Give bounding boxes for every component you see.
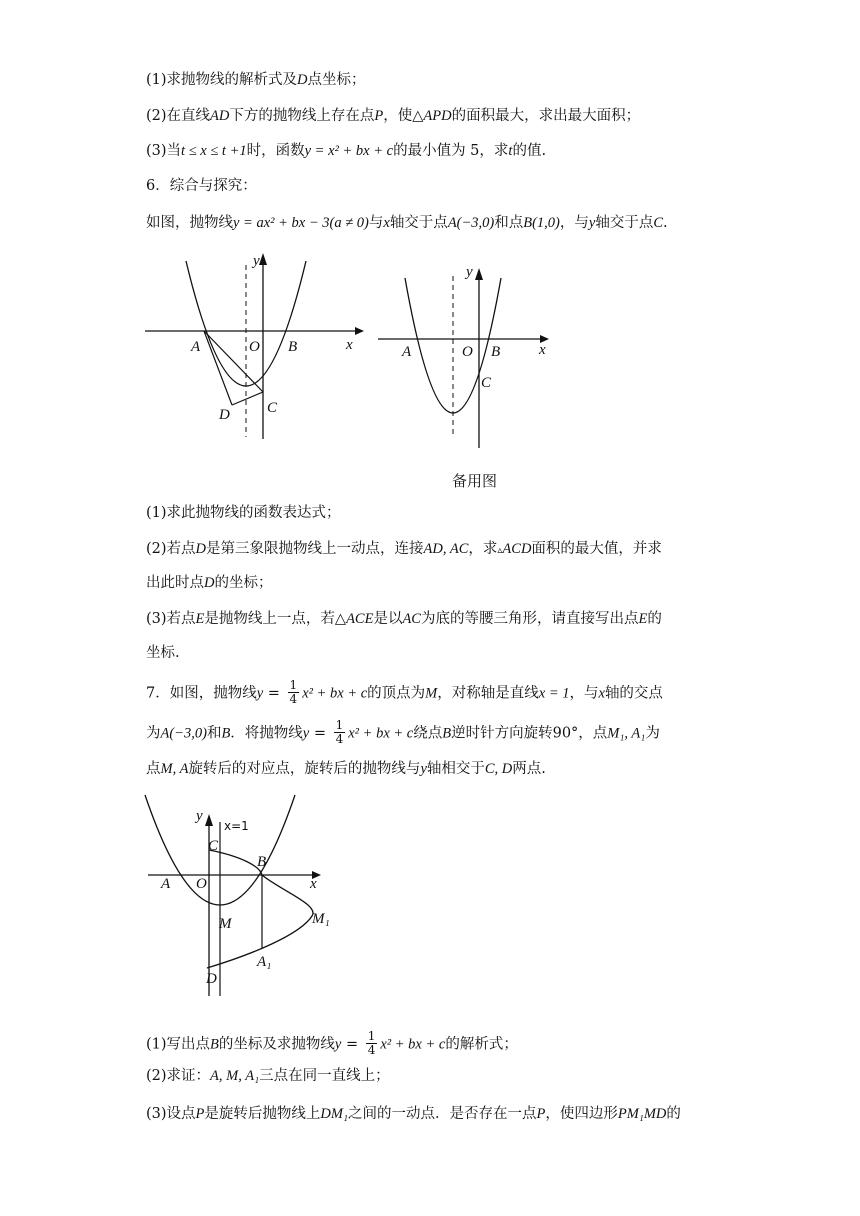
text: 之间的一动点．是否存在一点 bbox=[348, 1106, 537, 1122]
text: 和点 bbox=[494, 215, 524, 231]
point-label: P bbox=[374, 108, 384, 124]
fig1-A-label: A bbox=[191, 339, 201, 355]
function-expr: y = ax² + bx − 3(a ≠ 0) bbox=[233, 215, 369, 231]
text: ，与 bbox=[569, 685, 599, 702]
point-B: B bbox=[221, 725, 231, 742]
text: . bbox=[663, 215, 668, 231]
segment-labels: AD, AC bbox=[423, 541, 469, 557]
q6-part3 bbox=[146, 609, 662, 629]
text: 是以 bbox=[373, 611, 403, 627]
text: 为底的等腰三角形，请直接写出点 bbox=[420, 611, 639, 627]
text: 和 bbox=[206, 725, 222, 742]
fig3-M1-label: M₁ bbox=[312, 911, 330, 927]
var-label: y bbox=[420, 761, 427, 777]
point-B: B bbox=[210, 1036, 219, 1053]
triangle-label: ACD bbox=[502, 541, 532, 557]
point-C: C bbox=[653, 215, 663, 231]
fig3-A1-label: A₁ bbox=[257, 954, 272, 970]
text: 轴交于点 bbox=[595, 215, 654, 231]
text: 轴的交点 bbox=[604, 685, 663, 702]
angle: 90° bbox=[552, 725, 579, 742]
fig3-O-label: O bbox=[196, 876, 207, 892]
fig1-y-label: y bbox=[253, 253, 260, 269]
point-label: P bbox=[536, 1106, 546, 1122]
q6-number: 6．综合与探究： bbox=[146, 178, 257, 194]
q5-part2 bbox=[146, 106, 640, 126]
text: (1)求抛物线的解析式及 bbox=[146, 72, 298, 88]
fraction-den: 4 bbox=[289, 692, 298, 706]
text: 轴相交于 bbox=[426, 761, 485, 777]
text: 7．如图，抛物线 bbox=[146, 685, 257, 702]
text: (2)求证： bbox=[146, 1068, 211, 1084]
text: 两点. bbox=[512, 761, 546, 777]
text: 如图，抛物线 bbox=[146, 215, 233, 231]
fraction bbox=[366, 1030, 378, 1057]
fig3-y-label: y bbox=[196, 808, 203, 824]
expr-tail: x² + bx + c bbox=[348, 725, 414, 742]
point-A: A(−3,0) bbox=[160, 725, 207, 742]
var-y: y bbox=[256, 685, 264, 702]
fig1-x-label: x bbox=[346, 337, 353, 353]
text: (3)设点 bbox=[146, 1106, 196, 1122]
fig1-C-label: C bbox=[267, 400, 278, 416]
fig3-axis-label: x=1 bbox=[224, 819, 249, 833]
q5-part3 bbox=[146, 141, 546, 161]
text: (3)当 bbox=[146, 143, 182, 159]
fraction bbox=[334, 719, 346, 746]
point-label: D bbox=[195, 541, 207, 557]
fig3-x-label: x bbox=[310, 876, 317, 892]
text: 绕点 bbox=[413, 725, 443, 742]
text: 是旋转后抛物线上 bbox=[204, 1106, 321, 1122]
q7-part3 bbox=[146, 1104, 681, 1124]
expr-tail: x² + bx + c bbox=[380, 1036, 446, 1053]
fraction-num: 1 bbox=[289, 678, 298, 692]
q7-part1: (1)写出点B的坐标及求抛物线y = $\frac{1}{4}$ x² + bx + c的解析式； bbox=[146, 1029, 518, 1057]
text: 的坐标； bbox=[214, 575, 273, 591]
fig2-x-label: x bbox=[539, 342, 546, 358]
q7-stem-line2: 为A(−3,0)和B．将抛物线y = $\frac{1}{4}$ x² + bx + c绕点B逆时针方向旋转90°，点M₁, A₁为 bbox=[146, 718, 660, 746]
var-label: x bbox=[598, 685, 605, 702]
arc-label: DM₁ bbox=[320, 1106, 348, 1122]
fig3-M-label: M bbox=[219, 916, 232, 932]
segment-label: AC bbox=[402, 611, 421, 627]
fig1-O-label: O bbox=[249, 339, 260, 355]
fig2-A-label: A bbox=[402, 344, 412, 360]
text: ．将抛物线 bbox=[230, 725, 303, 742]
point-label: M bbox=[425, 685, 438, 702]
point-label: E bbox=[195, 611, 205, 627]
text: 下方的抛物线上存在点 bbox=[229, 108, 375, 124]
text: 的坐标及求抛物线 bbox=[218, 1036, 335, 1053]
fig1-B-label: B bbox=[288, 339, 298, 355]
text: 的值. bbox=[512, 143, 547, 159]
text: 的解析式； bbox=[445, 1036, 518, 1053]
text: 逆时针方向旋转 bbox=[451, 725, 553, 742]
point-labels: C, D bbox=[484, 761, 513, 777]
fig2-C-label: C bbox=[481, 375, 492, 391]
text: 是抛物线上一点，若△ bbox=[204, 611, 347, 627]
text: ，使四边形 bbox=[545, 1106, 618, 1122]
text: ，点 bbox=[578, 725, 608, 742]
q7-stem-line1: 7．如图，抛物线y = $\frac{1}{4}$ x² + bx + c的顶点为M，对称轴是直线x = 1，与x轴的交点 bbox=[146, 678, 663, 706]
var-label: y bbox=[588, 215, 596, 231]
inequality: t ≤ x ≤ t +1 bbox=[181, 143, 247, 159]
text: 面积的最大值，并求 bbox=[531, 541, 662, 557]
text: ，求 bbox=[468, 541, 498, 557]
point-labels: M, A bbox=[160, 761, 189, 777]
var-label: x bbox=[383, 215, 390, 231]
text: 的最小值为 5，求 bbox=[393, 143, 509, 159]
q5-part1 bbox=[146, 70, 366, 90]
axis-expr: x = 1 bbox=[538, 685, 570, 702]
expr-tail: x² + bx + c bbox=[302, 685, 368, 702]
fig2-y-label: y bbox=[466, 264, 473, 280]
fig2-B-label: B bbox=[491, 344, 501, 360]
text: 为 bbox=[645, 725, 660, 742]
point-label: D bbox=[297, 72, 308, 88]
text: (2)若点 bbox=[146, 541, 196, 557]
fig3-D-label: D bbox=[206, 971, 217, 987]
triangle-label: APD bbox=[423, 108, 452, 124]
text: 点坐标； bbox=[307, 72, 366, 88]
q6-part1: (1)求此抛物线的函数表达式； bbox=[146, 505, 341, 521]
text: 时，函数 bbox=[246, 143, 305, 159]
text: 的 bbox=[647, 611, 662, 627]
text: (1)写出点 bbox=[146, 1036, 211, 1053]
fraction-num: 1 bbox=[367, 1029, 376, 1043]
text: (2)在直线 bbox=[146, 108, 211, 124]
fig3-A-label: A bbox=[161, 876, 171, 892]
q6-stem bbox=[146, 213, 668, 233]
text: 出此时点 bbox=[146, 575, 204, 591]
point-labels: A, M, A₁ bbox=[210, 1068, 260, 1084]
point-B: B bbox=[442, 725, 452, 742]
point-labels: M₁, A₁ bbox=[607, 725, 646, 742]
fig1-D-label: D bbox=[219, 407, 230, 423]
triangle-label: ACE bbox=[346, 611, 374, 627]
var-label: t bbox=[508, 143, 513, 159]
text: ，对称轴是直线 bbox=[437, 685, 539, 702]
fraction-den: 4 bbox=[367, 1043, 376, 1057]
point-B: B(1,0) bbox=[523, 215, 560, 231]
function-expr: y = x² + bx + c bbox=[304, 143, 394, 159]
fig3-C-label: C bbox=[208, 838, 219, 854]
figure-q7 bbox=[140, 790, 340, 1010]
q6-part2 bbox=[146, 539, 662, 561]
text: 点 bbox=[146, 761, 161, 777]
text: 是第三象限抛物线上一动点，连接 bbox=[206, 541, 424, 557]
q6-part3-cont: 坐标. bbox=[146, 645, 180, 661]
q7-part2 bbox=[146, 1066, 390, 1086]
point-label: D bbox=[204, 575, 215, 591]
fraction-den: 4 bbox=[335, 732, 344, 746]
text: 的顶点为 bbox=[367, 685, 426, 702]
fig2-O-label: O bbox=[462, 344, 473, 360]
figure-q6-main bbox=[140, 245, 370, 445]
q7-stem-line3 bbox=[146, 759, 546, 779]
point-label: P bbox=[195, 1106, 205, 1122]
text: 与 bbox=[368, 215, 384, 231]
var-y: y bbox=[302, 725, 310, 742]
text: (3)若点 bbox=[146, 611, 196, 627]
figure-q6-backup bbox=[374, 262, 564, 462]
fraction bbox=[288, 679, 300, 706]
figure-caption: 备用图 bbox=[452, 472, 498, 490]
point-label: E bbox=[638, 611, 648, 627]
text: 三点在同一直线上； bbox=[259, 1068, 390, 1084]
text: 轴交于点 bbox=[389, 215, 448, 231]
text: 的面积最大，求出最大面积； bbox=[451, 108, 641, 124]
text: 旋转后的对应点，旋转后的抛物线与 bbox=[188, 761, 421, 777]
line-label: AD bbox=[210, 108, 230, 124]
fraction-num: 1 bbox=[335, 718, 344, 732]
text: ，与 bbox=[559, 215, 589, 231]
quad-label: PM₁MD bbox=[617, 1106, 667, 1122]
fig3-B-label: B bbox=[257, 854, 267, 870]
text: ，使△ bbox=[383, 108, 424, 124]
text: 为 bbox=[146, 725, 161, 742]
var-y: y bbox=[334, 1036, 342, 1053]
triangle-symbol: ▵ bbox=[497, 545, 503, 556]
point-A: A(−3,0) bbox=[447, 215, 495, 231]
text: 的 bbox=[666, 1106, 681, 1122]
q6-part2-cont bbox=[146, 573, 272, 593]
